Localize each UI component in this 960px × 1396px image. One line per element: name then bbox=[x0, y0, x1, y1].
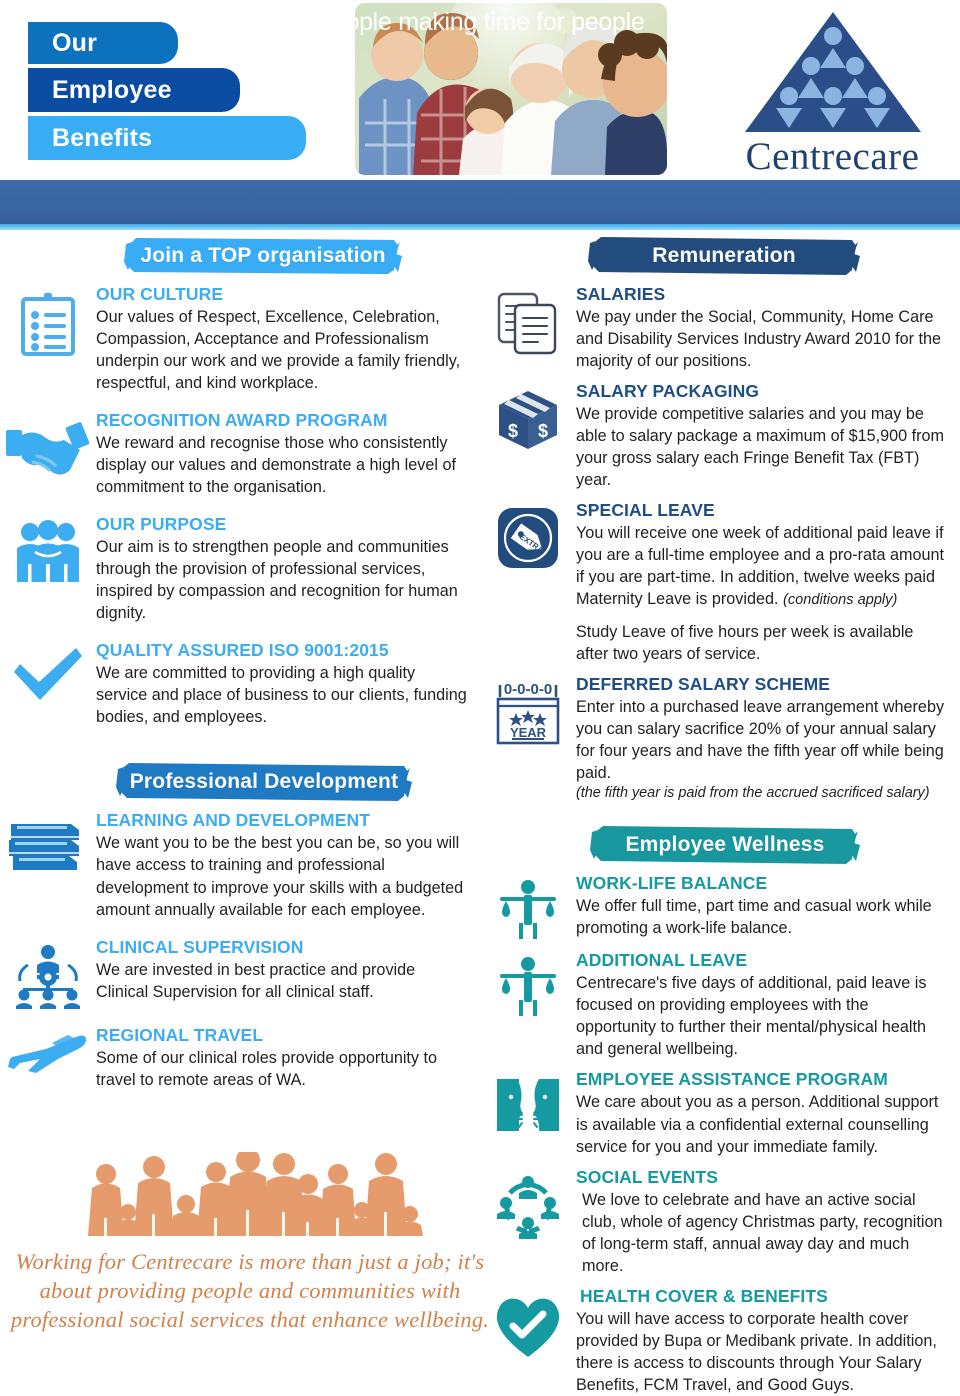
documents-icon bbox=[480, 284, 576, 356]
work-life-balance-scales-icon bbox=[480, 873, 576, 941]
item-body: We provide competitive salaries and you may be able to salary package a maximum of $15,900 from your gross salary each Fringe Benefit Tax (FBT) year. bbox=[576, 405, 945, 490]
quote-text: Working for Centrecare is more than just a job; it's about providing people and communities with professional social services that enhance wellbeing. bbox=[10, 1249, 490, 1332]
benefit-item-additional-leave bbox=[480, 950, 960, 1060]
item-body: We care about you as a person. Additional support is available via a confidential external counselling service for you and your immediate family. bbox=[576, 1093, 939, 1156]
clipboard-checklist-icon bbox=[0, 284, 96, 358]
benefit-item-salaries bbox=[480, 284, 960, 372]
banner-label: Employee Wellness bbox=[625, 833, 825, 857]
banner-label: Professional Development bbox=[129, 770, 399, 794]
item-heading: ADDITIONAL LEAVE bbox=[576, 950, 748, 971]
item-heading: QUALITY ASSURED ISO 9001:2015 bbox=[96, 640, 389, 661]
banner-remuneration bbox=[588, 236, 860, 276]
item-heading: EMPLOYEE ASSISTANCE PROGRAM bbox=[576, 1069, 888, 1090]
checkmark-icon bbox=[0, 640, 96, 704]
item-body: We want you to be the best you can be, so you will have access to training and professional development to improve your skills with a budgeted amount annually available for each employee. bbox=[96, 834, 464, 919]
quote-block bbox=[0, 1152, 500, 1334]
item-note: (the fifth year is paid from the accrued sacrificed salary) bbox=[576, 785, 930, 802]
item-body: We pay under the Social, Community, Home Care and Disability Services Industry Award 2010 for the majority of our positions. bbox=[576, 308, 942, 371]
item-body bbox=[576, 522, 950, 611]
svg-text:YEAR: YEAR bbox=[509, 725, 547, 741]
work-life-balance-scales-icon bbox=[480, 950, 576, 1018]
benefit-item-salary-packaging bbox=[480, 381, 960, 491]
benefit-item-quality-assured bbox=[0, 640, 480, 728]
item-heading: HEALTH COVER & BENEFITS bbox=[580, 1285, 828, 1306]
item-heading: CLINICAL SUPERVISION bbox=[96, 936, 304, 957]
books-icon bbox=[0, 810, 96, 872]
banner-join-top-organisation bbox=[124, 236, 402, 276]
benefit-item-our-culture bbox=[0, 284, 480, 394]
svg-text:$: $ bbox=[507, 421, 519, 442]
item-heading: LEARNING AND DEVELOPMENT bbox=[96, 810, 370, 831]
extra-tag-icon bbox=[480, 500, 576, 570]
tagline-text: People making time for people bbox=[315, 7, 645, 36]
airplane-icon bbox=[0, 1025, 96, 1079]
benefit-item-health-cover-and-benefits bbox=[480, 1286, 960, 1396]
org-chart-gear-icon bbox=[0, 937, 96, 1009]
benefit-item-employee-assistance-program bbox=[480, 1069, 960, 1157]
item-body-text: You will receive one week of additional paid leave if you are a full-time employee and a pro-rata amount if you are part-time. In addition, twelve weeks paid Maternity Leave is provided. bbox=[576, 524, 945, 609]
benefit-item-recognition-award-program bbox=[0, 410, 480, 498]
item-body: We love to celebrate and have an active social club, whole of agency Christmas party, recognition of long-term staff, annual away day and much more. bbox=[582, 1190, 943, 1275]
item-body: We reward and recognise those who consistently display our values and demonstrate a high level of commitment to the organisation. bbox=[96, 434, 456, 497]
item-body: Some of our clinical roles provide opportunity to travel to remote areas of WA. bbox=[96, 1048, 438, 1089]
item-heading: SOCIAL EVENTS bbox=[576, 1166, 718, 1187]
benefit-item-clinical-supervision bbox=[0, 937, 480, 1009]
tagline-band bbox=[0, 180, 960, 224]
item-body: We are committed to providing a high quality service and place of business to our clients, funding bodies, and employees. bbox=[96, 664, 467, 727]
item-heading: SPECIAL LEAVE bbox=[576, 500, 715, 521]
crowd-of-people-icon bbox=[76, 1152, 424, 1242]
item-heading: SALARY PACKAGING bbox=[576, 381, 760, 402]
benefit-item-special-leave bbox=[480, 500, 960, 665]
dollar-box-icon bbox=[480, 381, 576, 453]
item-heading: RECOGNITION AWARD PROGRAM bbox=[96, 410, 388, 431]
centrecare-wordmark: Centrecare bbox=[745, 135, 920, 178]
item-body: Centrecare's five days of additional, paid leave is focused on providing employees with the opportunity to further their mental/physical health and general wellbeing. bbox=[576, 974, 927, 1059]
two-faces-talking-icon bbox=[480, 1069, 576, 1135]
item-body-secondary: Study Leave of five hours per week is available after two years of service. bbox=[576, 623, 914, 664]
title-bar-line-2: Employee bbox=[28, 68, 240, 112]
tagline-underline-rule bbox=[0, 224, 960, 230]
right-column bbox=[480, 236, 960, 1396]
heart-check-icon bbox=[480, 1286, 576, 1360]
people-circle-icon bbox=[480, 1167, 576, 1239]
benefit-item-work-life-balance bbox=[480, 873, 960, 941]
item-body: We are invested in best practice and provide Clinical Supervision for all clinical staff. bbox=[96, 960, 416, 1001]
svg-text:0-0-0-0: 0-0-0-0 bbox=[503, 681, 553, 699]
benefit-item-our-purpose bbox=[0, 514, 480, 624]
title-bar-line-3: Benefits bbox=[28, 116, 306, 160]
item-heading: REGIONAL TRAVEL bbox=[96, 1024, 264, 1045]
item-heading: OUR PURPOSE bbox=[96, 514, 227, 535]
banner-label: Remuneration bbox=[652, 244, 796, 267]
item-body: Enter into a purchased leave arrangement whereby you can salary sacrifice 20% of your annual salary for four years and have the fifth year off while being paid. bbox=[576, 698, 945, 783]
svg-text:EXTRA: EXTRA bbox=[517, 532, 546, 556]
benefit-item-regional-travel bbox=[0, 1025, 480, 1091]
benefit-item-deferred-salary-scheme bbox=[480, 674, 960, 801]
year-calendar-icon bbox=[480, 674, 576, 748]
item-heading: OUR CULTURE bbox=[96, 284, 224, 304]
group-people-icon bbox=[0, 514, 96, 584]
item-heading: WORK-LIFE BALANCE bbox=[576, 873, 768, 894]
item-body: Our aim is to strengthen people and communities through the provision of professional services, inspired by compassion and recognition for human dignity. bbox=[96, 538, 458, 623]
title-bar-line-1: Our bbox=[28, 22, 178, 64]
banner-employee-wellness bbox=[590, 825, 860, 865]
banner-professional-development bbox=[116, 762, 412, 802]
item-heading: SALARIES bbox=[576, 284, 666, 304]
item-heading: DEFERRED SALARY SCHEME bbox=[576, 674, 831, 695]
item-inline-note: (conditions apply) bbox=[782, 592, 898, 609]
left-column bbox=[0, 236, 480, 1091]
banner-label: Join a TOP organisation bbox=[140, 244, 386, 267]
item-body: We offer full time, part time and casual work while promoting a work-life balance. bbox=[576, 897, 932, 938]
benefit-item-social-events bbox=[480, 1167, 960, 1277]
item-body: You will have access to corporate health cover provided by Bupa or Medibank private. In addition, there is access to discounts through Your Salary Benefits, FCM Travel, and Good Guys. bbox=[576, 1309, 937, 1394]
benefit-item-learning-and-development bbox=[0, 810, 480, 920]
handshake-icon bbox=[0, 410, 96, 478]
svg-text:$: $ bbox=[537, 421, 549, 442]
item-body: Our values of Respect, Excellence, Celebration, Compassion, Acceptance and Professionalism underpin our work and we provide a family friendly, respectful, and kind workplace. bbox=[96, 308, 461, 393]
